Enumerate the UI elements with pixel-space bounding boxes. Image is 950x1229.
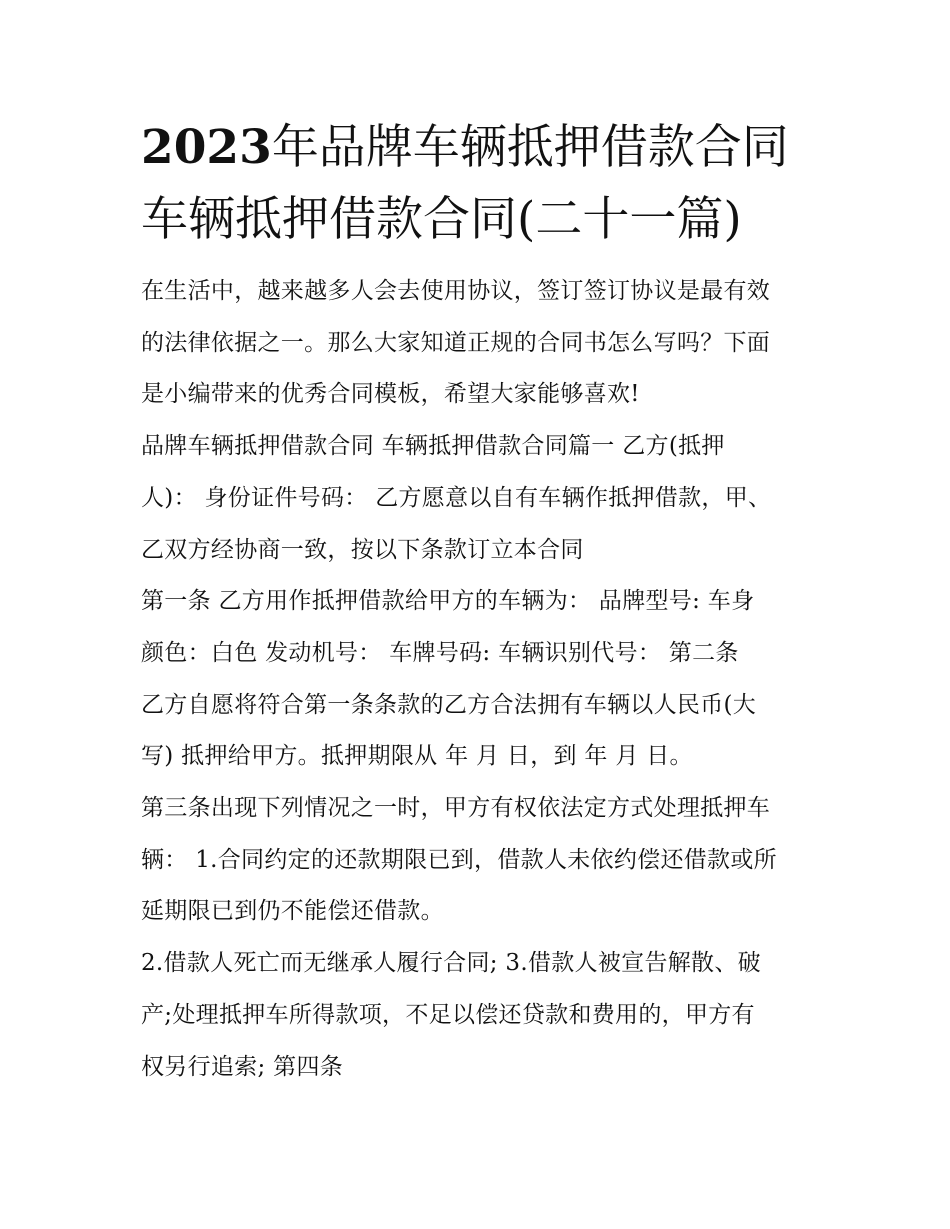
text-line: 写) 抵押给甲方。抵押期限从 年 月 日，到 年 月 日。 — [141, 743, 693, 770]
paragraph-article-1-2 — [141, 576, 821, 783]
text-line: 的法律依据之一。那么大家知道正规的合同书怎么写吗？下面 — [141, 329, 771, 356]
text-line: 第一条 乙方用作抵押借款给甲方的车辆为： 品牌型号: 车身 — [141, 588, 755, 615]
text-line: 人)： 身份证件号码： 乙方愿意以自有车辆作抵押借款，甲、 — [141, 484, 772, 511]
paragraph-article-3 — [141, 783, 821, 938]
text-line: 2.借款人死亡而无继承人履行合同; 3.借款人被宣告解散、破 — [141, 950, 761, 977]
text-line: 权另行追索; 第四条 — [141, 1053, 344, 1080]
paragraph-intro — [141, 266, 821, 421]
document-title — [141, 112, 821, 256]
paragraph-parties — [141, 421, 821, 576]
title-line-1-text: 年品牌车辆抵押借款合同 — [271, 120, 789, 175]
text-line: 品牌车辆抵押借款合同 车辆抵押借款合同篇一 乙方(抵押 — [141, 433, 725, 460]
text-line: 辆： 1.合同约定的还款期限已到，借款人未依约偿还借款或所 — [141, 846, 777, 873]
text-line: 在生活中，越来越多人会去使用协议，签订签订协议是最有效 — [141, 278, 771, 304]
title-year: 2023 — [141, 120, 272, 175]
title-line-2: 车辆抵押借款合同(二十一篇) — [141, 192, 742, 247]
text-line: 乙方自愿将符合第一条条款的乙方合法拥有车辆以人民币(大 — [141, 691, 757, 718]
text-line: 是小编带来的优秀合同模板，希望大家能够喜欢! — [141, 381, 640, 408]
document-page — [141, 112, 821, 1093]
text-line: 乙双方经协商一致，按以下条款订立本合同 — [141, 536, 584, 563]
document-body — [141, 266, 821, 1093]
title-line-1 — [141, 120, 789, 175]
text-line: 延期限已到仍不能偿还借款。 — [141, 898, 444, 925]
text-line: 产;处理抵押车所得款项，不足以偿还贷款和费用的，甲方有 — [141, 1001, 755, 1028]
paragraph-article-3-cont — [141, 938, 821, 1093]
text-line: 第三条出现下列情况之一时，甲方有权依法定方式处理抵押车 — [141, 795, 771, 822]
text-line: 颜色：白色 发动机号： 车牌号码: 车辆识别代号： 第二条 — [141, 639, 739, 666]
